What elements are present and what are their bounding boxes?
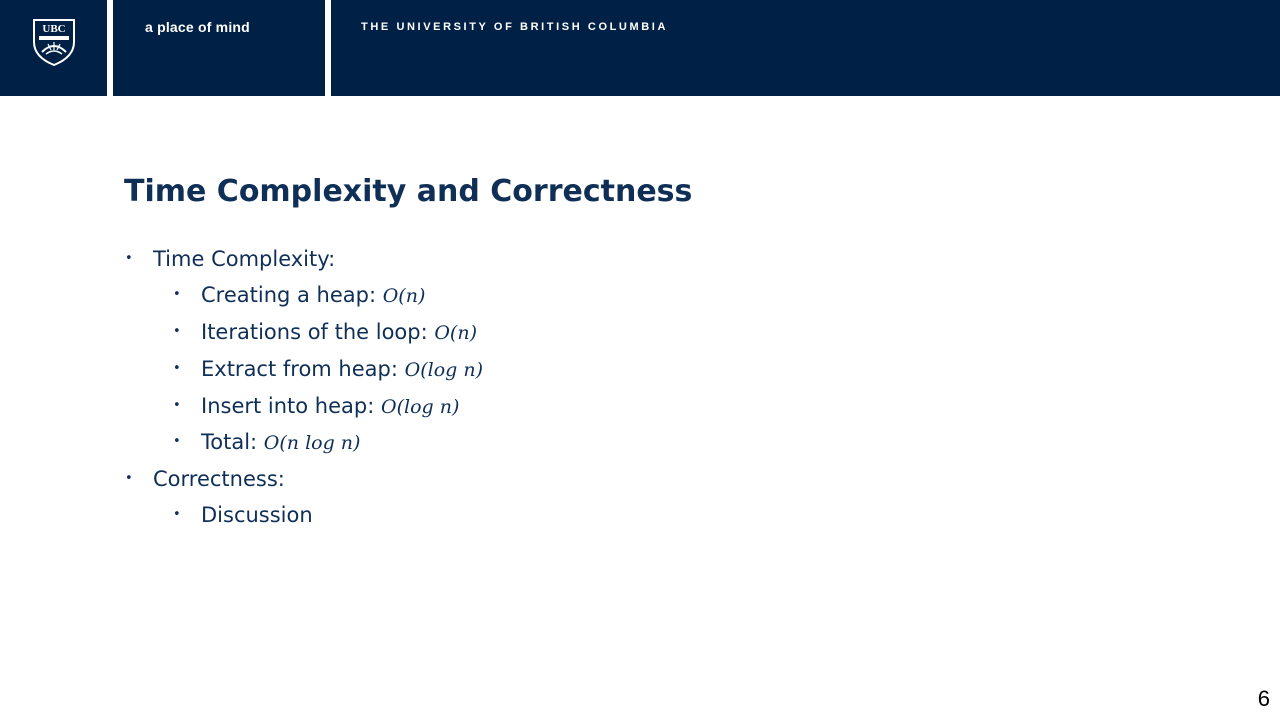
bullet-dot: •: [173, 324, 181, 339]
bullet-math: O(log n): [404, 359, 483, 381]
bullet-item: [173, 501, 313, 529]
page-number: 6: [1257, 686, 1270, 711]
bullet-text: Insert into heap:: [201, 394, 381, 418]
bullet-dot: •: [173, 434, 181, 449]
slide-title: Time Complexity and Correctness: [124, 174, 693, 209]
bullet-dot: •: [173, 361, 181, 376]
bullet-math: O(n): [382, 285, 426, 307]
bullet-item: [173, 392, 460, 421]
university-name: THE UNIVERSITY OF BRITISH COLUMBIA: [361, 21, 668, 33]
bullet-dot: •: [125, 251, 133, 266]
bullet-text: Creating a heap:: [201, 283, 383, 307]
bullet-text: Extract from heap:: [201, 357, 405, 381]
bullet-item: [173, 428, 361, 457]
bullet-item: [173, 281, 426, 310]
bullet-item: [125, 245, 336, 273]
ubc-crest-logo: [32, 18, 76, 66]
bullet-item: [125, 465, 285, 493]
bullet-text: Correctness:: [153, 467, 285, 491]
bullet-text: Total:: [201, 430, 264, 454]
bullet-math: O(log n): [381, 396, 460, 418]
header-bar: [0, 0, 1280, 96]
bullet-dot: •: [173, 398, 181, 413]
bullet-math: O(n): [434, 322, 477, 344]
header-divider: [325, 0, 331, 96]
bullet-dot: •: [125, 471, 133, 486]
header-divider: [107, 0, 113, 96]
bullet-dot: •: [173, 507, 181, 522]
header-tagline: a place of mind: [145, 19, 250, 35]
bullet-text: Discussion: [201, 503, 313, 527]
bullet-dot: •: [173, 287, 181, 302]
bullet-math: O(n log n): [263, 432, 361, 454]
bullet-text: Time Complexity:: [153, 247, 336, 271]
bullet-item: [173, 318, 477, 347]
bullet-item: [173, 355, 483, 384]
logo-text: UBC: [42, 23, 66, 35]
bullet-text: Iterations of the loop:: [201, 320, 435, 344]
